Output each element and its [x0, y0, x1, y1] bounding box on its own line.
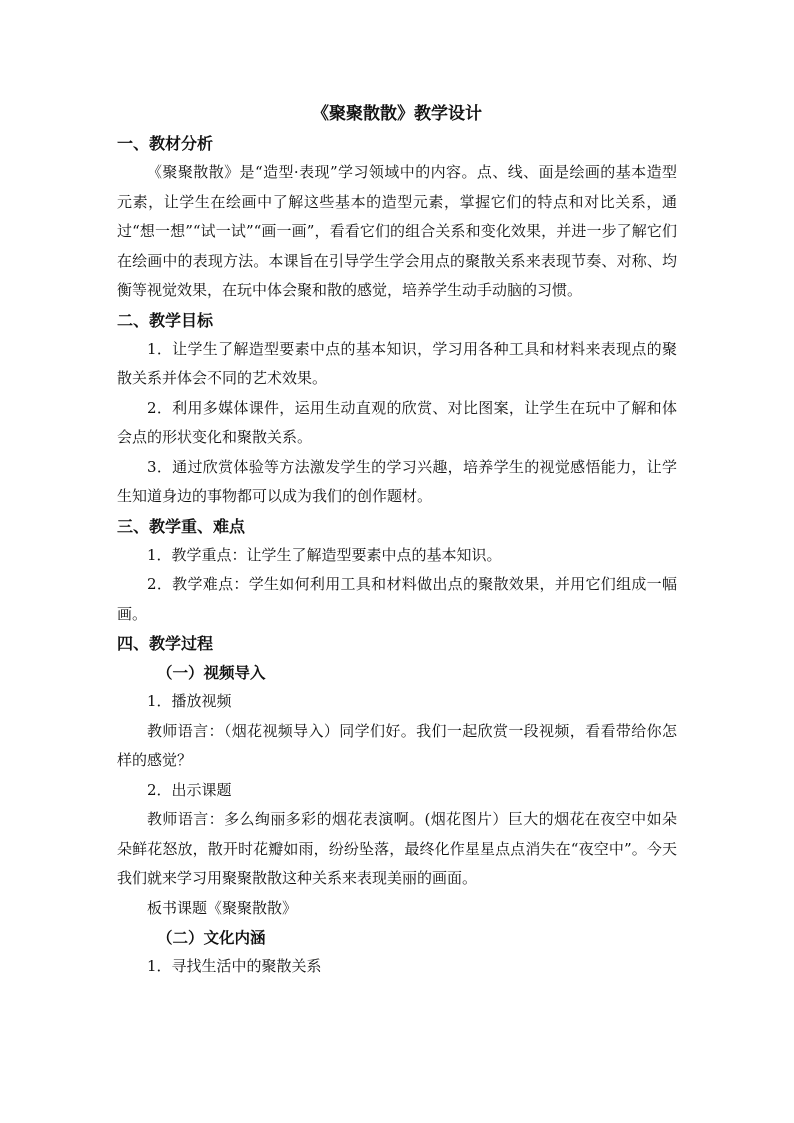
process-step-play-video: 1．播放视频 [147, 692, 232, 710]
process-step-show-topic: 2．出示课题 [147, 780, 232, 799]
paragraph-teacher-speech-2: 教师语言：多么绚丽多彩的烟花表演啊。(烟花图片）巨大的烟花在夜空中如朵朵鲜花怒放，散开时花瓣如雨，纷纷坠落，最终化作星星点点消失在“夜空中”。今天我们就来学习用聚聚散散这种关系来表现美丽的画面。 [117, 810, 677, 887]
key-point-item-1: 1．教学重点：让学生了解造型要素中点的基本知识。 [147, 545, 502, 564]
process-step-find-relations: 1．寻找生活中的聚散关系 [147, 957, 322, 975]
document-body [117, 99, 677, 982]
section-heading-teaching-process: 四、教学过程 [117, 634, 214, 653]
key-point-item-2: 2．教学难点：学生如何利用工具和材料做出点的聚散效果，并用它们组成一幅画。 [117, 575, 677, 623]
section-heading-teaching-goals: 二、教学目标 [117, 310, 214, 330]
paragraph-teacher-speech-1: 教师语言：（烟花视频导入）同学们好。我们一起欣赏一段视频，看看带给你怎样的感觉？ [117, 721, 677, 769]
section-heading-materials-analysis: 一、教材分析 [117, 134, 214, 153]
document-title: 《聚聚散散》教学设计 [312, 104, 482, 124]
goal-item-3: 3．通过欣赏体验等方法激发学生的学习兴趣，培养学生的视觉感悟能力，让学生知道身边的事物都可以成为我们的创作题材。 [117, 457, 677, 505]
subsection-heading-cultural-meaning: （二）文化内涵 [157, 928, 266, 947]
paragraph-materials-analysis: 《聚聚散散》是“造型·表现”学习领域中的内容。点、线、面是绘画的基本造型元素，让学生在绘画中了解这些基本的造型元素，掌握它们的特点和对比关系，通过“想一想”“试一试”“画一画”，看看它们的组合关系和变化效果，并进一步了解它们在绘画中的表现方法。本课旨在引导学生学会用点的聚散关系来表现节奏、对称、均衡等视觉效果，在玩中体会聚和散的感觉，培养学生动手动脑的习惯。 [117, 163, 677, 299]
goal-item-1: 1．让学生了解造型要素中点的基本知识，学习用各种工具和材料来表现点的聚散关系并体会不同的艺术效果。 [117, 339, 677, 387]
section-heading-key-points: 三、教学重、难点 [117, 516, 246, 536]
subsection-heading-video-intro: （一）视频导入 [157, 663, 266, 682]
goal-item-2: 2．利用多媒体课件，运用生动直观的欣赏、对比图案，让学生在玩中了解和体会点的形状变化和聚散关系。 [117, 398, 677, 446]
paragraph-board-title: 板书课题《聚聚散散》 [147, 898, 298, 917]
